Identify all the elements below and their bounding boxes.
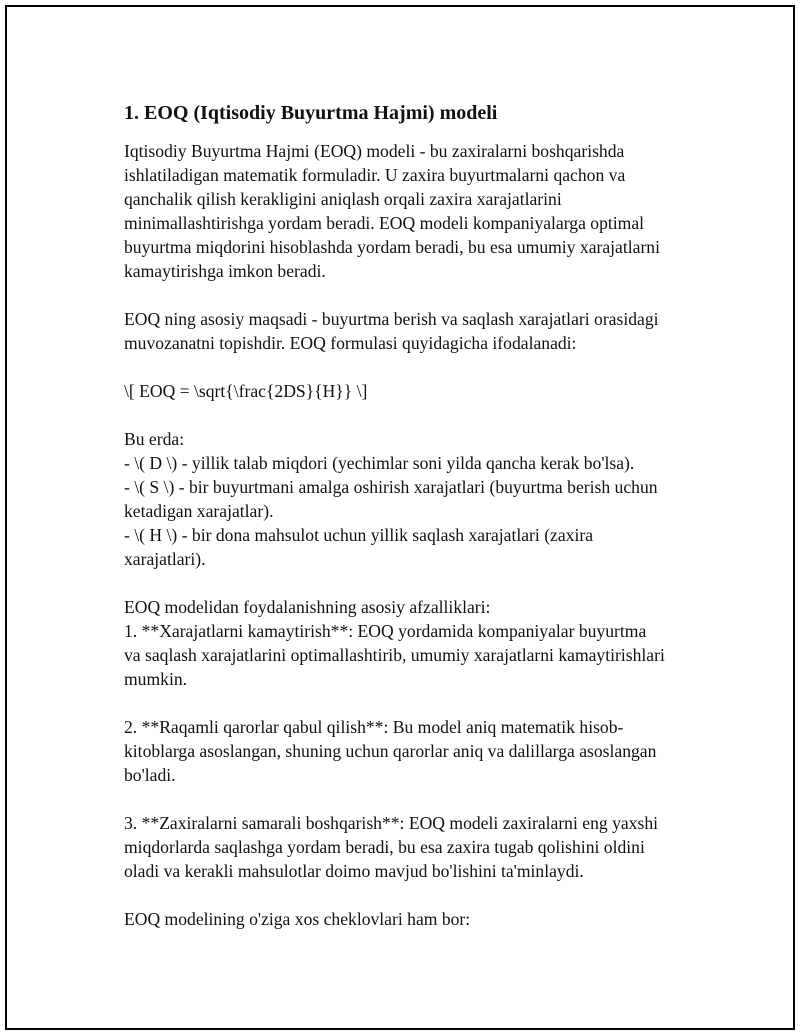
blank-line	[124, 355, 694, 379]
text-line: va saqlash xarajatlarini optimallashtirib, umumiy xarajatlarni kamaytirishlari	[124, 645, 665, 665]
paragraph-lines	[124, 139, 694, 931]
page-frame	[5, 5, 795, 1030]
text-line: 2. **Raqamli qarorlar qabul qilish**: Bu model aniq matematik hisob-	[124, 717, 624, 737]
blank-line	[124, 883, 694, 907]
text-line: \[ EOQ = \sqrt{\frac{2DS}{H}} \]	[124, 381, 368, 401]
section-title: 1. EOQ (Iqtisodiy Buyurtma Hajmi) modeli	[124, 102, 498, 124]
blank-line	[124, 283, 694, 307]
text-line: - \( D \) - yillik talab miqdori (yechimlar soni yilda qancha kerak bo'lsa).	[124, 453, 635, 473]
text-line: Iqtisodiy Buyurtma Hajmi (EOQ) modeli - bu zaxiralarni boshqarishda	[124, 141, 625, 161]
text-line: ishlatiladigan matematik formuladir. U zaxira buyurtmalarni qachon va	[124, 165, 626, 185]
text-line: xarajatlari).	[124, 549, 206, 569]
text-line: muvozanatni topishdir. EOQ formulasi quyidagicha ifodalanadi:	[124, 333, 577, 353]
text-line: mumkin.	[124, 669, 188, 689]
text-line: - \( S \) - bir buyurtmani amalga oshirish xarajatlari (buyurtma berish uchun	[124, 477, 658, 497]
blank-line	[124, 691, 694, 715]
text-line: - \( H \) - bir dona mahsulot uchun yillik saqlash xarajatlari (zaxira	[124, 525, 594, 545]
text-line: bo'ladi.	[124, 765, 176, 785]
text-line: buyurtma miqdorini hisoblashda yordam beradi, bu esa umumiy xarajatlarni	[124, 237, 660, 257]
text-line: EOQ modelidan foydalanishning asosiy afzalliklari:	[124, 597, 491, 617]
text-line: kamaytirishga imkon beradi.	[124, 261, 326, 281]
text-line: miqdorlarda saqlashga yordam beradi, bu esa zaxira tugab qolishini oldini	[124, 837, 645, 857]
text-line: oladi va kerakli mahsulotlar doimo mavjud bo'lishini ta'minlaydi.	[124, 861, 584, 881]
text-line: 1. **Xarajatlarni kamaytirish**: EOQ yordamida kompaniyalar buyurtma	[124, 621, 647, 641]
blank-line	[124, 787, 694, 811]
text-line: 3. **Zaxiralarni samarali boshqarish**: EOQ modeli zaxiralarni eng yaxshi	[124, 813, 659, 833]
document-body	[124, 99, 694, 931]
text-line: ketadigan xarajatlar).	[124, 501, 274, 521]
blank-line	[124, 403, 694, 427]
text-line: EOQ ning asosiy maqsadi - buyurtma berish va saqlash xarajatlari orasidagi	[124, 309, 659, 329]
text-line: kitoblarga asoslangan, shuning uchun qarorlar aniq va dalillarga asoslangan	[124, 741, 657, 761]
text-line: qanchalik qilish kerakligini aniqlash orqali zaxira xarajatlarini	[124, 189, 562, 209]
blank-line	[124, 571, 694, 595]
text-line: minimallashtirishga yordam beradi. EOQ modeli kompaniyalarga optimal	[124, 213, 645, 233]
text-line: Bu erda:	[124, 429, 185, 449]
text-line: EOQ modelining o'ziga xos cheklovlari ham bor:	[124, 909, 471, 929]
